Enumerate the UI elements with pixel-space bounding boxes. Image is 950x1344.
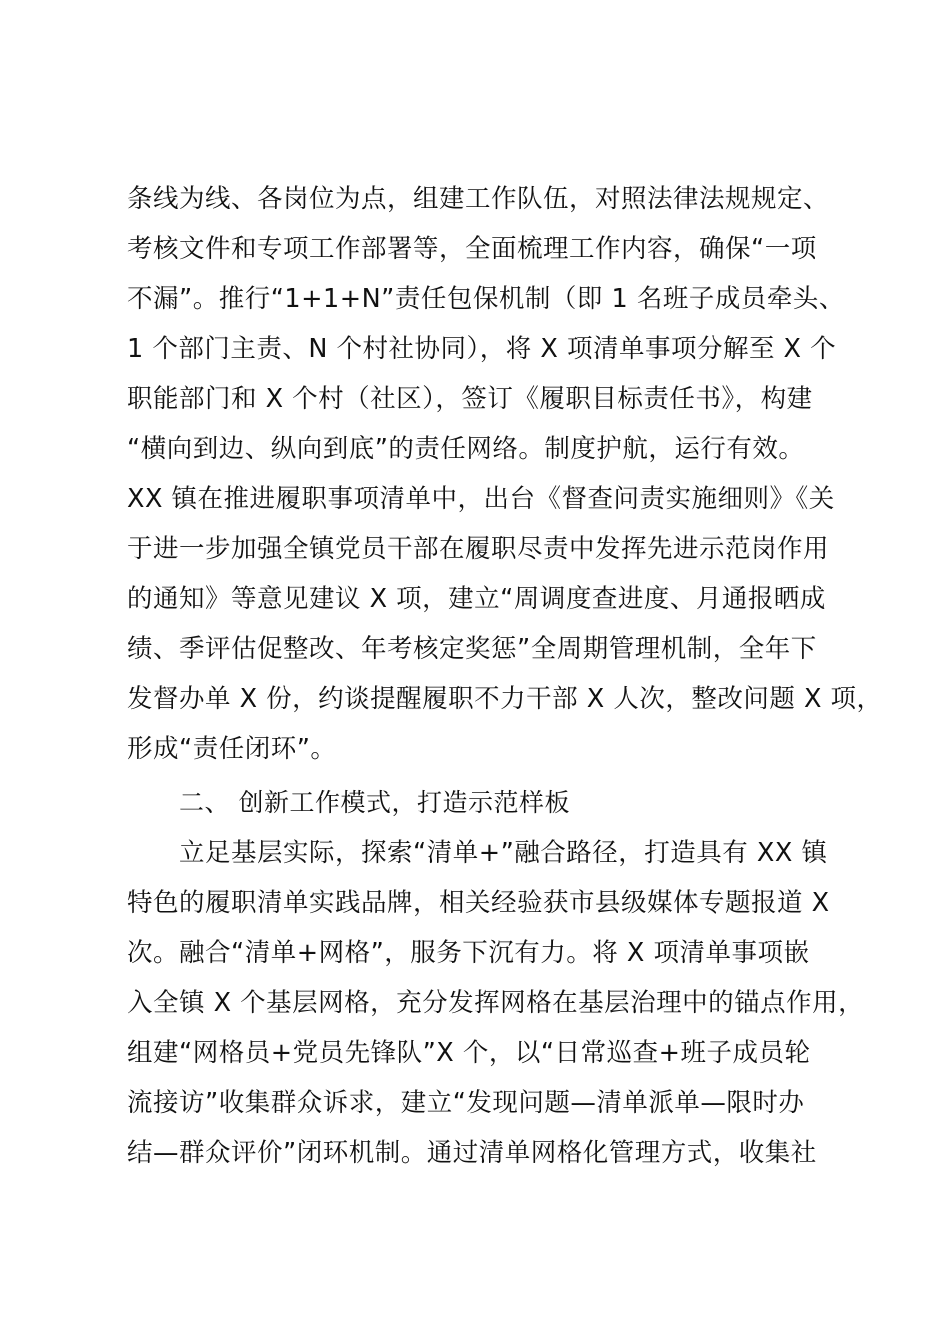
paragraph-1-line-8: 于进一步加强全镇党员干部在履职尽责中发挥先进示范岗作用 [127, 534, 830, 564]
paragraph-1-line-2: 考核文件和专项工作部署等，全面梳理工作内容，确保“一项 [127, 234, 817, 264]
paragraph-2-line-4: 入全镇 X 个基层网格，充分发挥网格在基层治理中的锚点作用， [127, 988, 865, 1018]
section-heading: 二、 创新工作模式，打造示范样板 [179, 788, 570, 817]
paragraph-2-line-6: 流接访”收集群众诉求，建立“发现问题—清单派单—限时办 [127, 1088, 805, 1118]
paragraph-1-line-12: 形成“责任闭环”。 [127, 734, 337, 764]
paragraph-1-line-5: 职能部门和 X 个村（社区），签订《履职目标责任书》，构建 [127, 384, 813, 414]
paragraph-1-line-4: 1 个部门主责、N 个村社协同），将 X 项清单事项分解至 X 个 [127, 334, 837, 364]
paragraph-2-line-1: 立足基层实际，探索“清单+”融合路径，打造具有 XX 镇 [179, 838, 828, 868]
paragraph-1-line-6: “横向到边、纵向到底”的责任网络。制度护航，运行有效。 [127, 434, 805, 464]
paragraph-2-line-2: 特色的履职清单实践品牌，相关经验获市县级媒体专题报道 X [127, 888, 830, 918]
paragraph-1-line-10: 绩、季评估促整改、年考核定奖惩”全周期管理机制，全年下 [127, 634, 817, 664]
paragraph-1-line-11: 发督办单 X 份，约谈提醒履职不力干部 X 人次，整改问题 X 项， [127, 684, 883, 714]
paragraph-1-line-9: 的通知》等意见建议 X 项，建立“周调度查进度、月通报晒成 [127, 584, 826, 614]
paragraph-2-line-7: 结—群众评价”闭环机制。通过清单网格化管理方式，收集社 [127, 1138, 817, 1168]
paragraph-1-line-1: 条线为线、各岗位为点，组建工作队伍，对照法律法规规定、 [127, 184, 830, 214]
paragraph-1-line-3: 不漏”。推行“1+1+N”责任包保机制（即 1 名班子成员牵头、 [127, 284, 845, 314]
paragraph-2-line-3: 次。融合“清单+网格”，服务下沉有力。将 X 项清单事项嵌 [127, 938, 810, 968]
paragraph-2-line-5: 组建“网格员+党员先锋队”X 个，以“日常巡查+班子成员轮 [127, 1038, 811, 1068]
paragraph-1-line-7: XX 镇在推进履职事项清单中，出台《督查问责实施细则》《关 [127, 484, 835, 514]
